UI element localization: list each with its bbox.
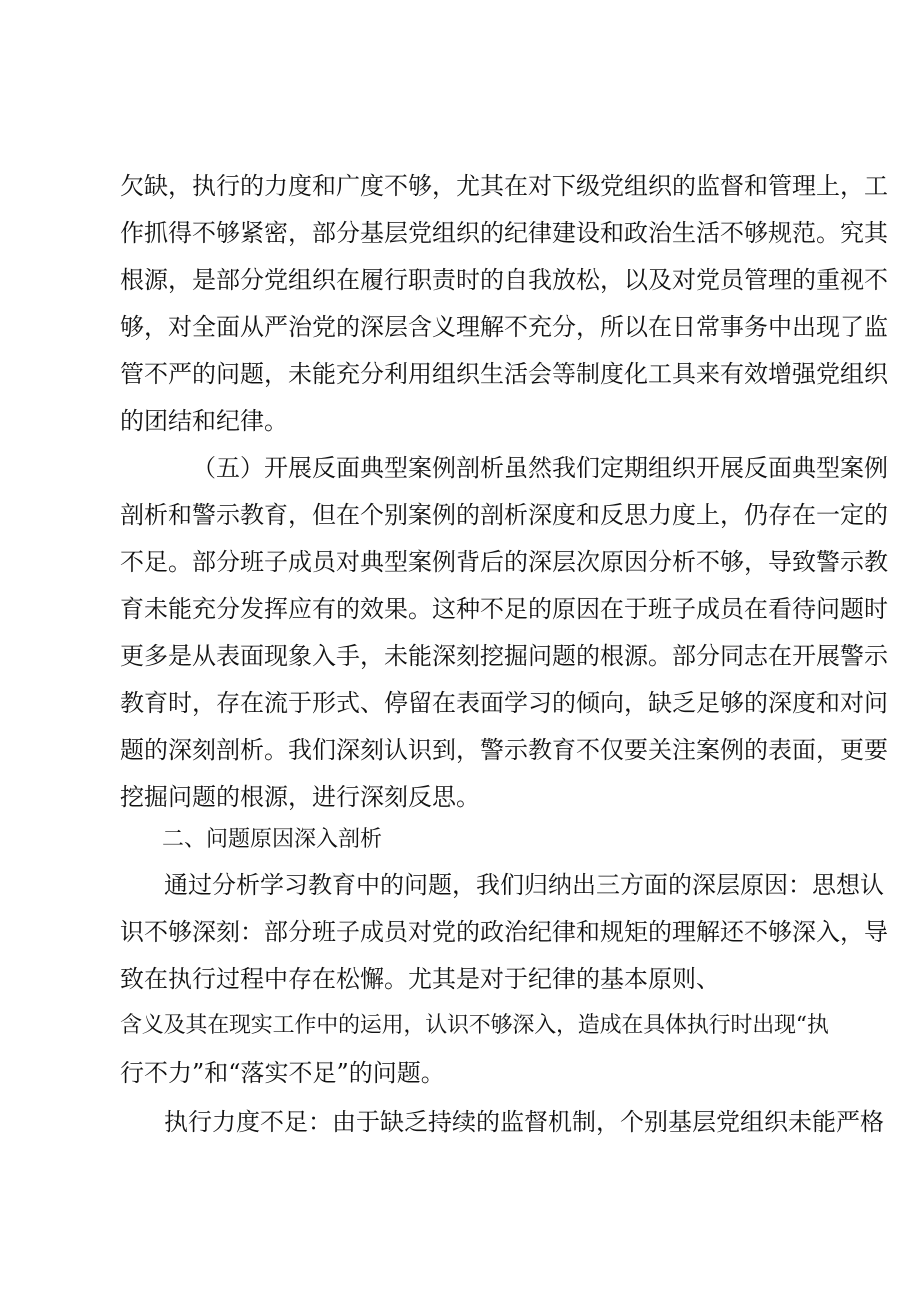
paragraph-line: 题的深刻剖析。我们深刻认识到，警示教育不仅要关注案例的表面，更要 [120,736,888,764]
paragraph-line: 欠缺，执行的力度和广度不够，尤其在对下级党组织的监督和管理上，工 [120,172,888,200]
paragraph-line: 育未能充分发挥应有的效果。这种不足的原因在于班子成员在看待问题时 [120,595,888,623]
paragraph-line: 根源，是部分党组织在履行职责时的自我放松，以及对党员管理的重视不 [120,266,888,294]
paragraph-line: 够，对全面从严治党的深层含义理解不充分，所以在日常事务中出现了监 [120,313,888,341]
paragraph-line: 致在执行过程中存在松懈。尤其是对于纪律的基本原则、 [120,965,720,993]
paragraph-line: 通过分析学习教育中的问题，我们归纳出三方面的深层原因：思想认 [164,871,884,899]
section-heading: 二、问题原因深入剖析 [162,827,383,852]
paragraph-line: 教育时，存在流于形式、停留在表面学习的倾向，缺乏足够的深度和对问 [120,689,888,717]
paragraph-line: （五）开展反面典型案例剖析虽然我们定期组织开展反面典型案例 [192,454,888,482]
paragraph-line: 识不够深刻：部分班子成员对党的政治纪律和规矩的理解还不够深入，导 [120,918,888,946]
paragraph-line: 含义及其在现实工作中的运用，认识不够深入，造成在具体执行时出现“执 [120,1013,829,1038]
paragraph-line: 挖掘问题的根源，进行深刻反思。 [120,783,480,811]
paragraph-line: 执行力度不足：由于缺乏持续的监督机制，个别基层党组织未能严格 [164,1108,884,1136]
paragraph-line: 更多是从表面现象入手，未能深刻挖掘问题的根源。部分同志在开展警示 [120,642,888,670]
paragraph-line: 管不严的问题，未能充分利用组织生活会等制度化工具来有效增强党组织 [120,360,888,388]
paragraph-line: 剖析和警示教育，但在个别案例的剖析深度和反思力度上，仍存在一定的 [120,501,888,529]
paragraph-line: 作抓得不够紧密，部分基层党组织的纪律建设和政治生活不够规范。究其 [120,219,888,247]
paragraph-line: 行不力”和“落实不足”的问题。 [120,1059,445,1087]
paragraph-line: 不足。部分班子成员对典型案例背后的深层次原因分析不够，导致警示教 [120,548,888,576]
paragraph-line: 的团结和纪律。 [120,407,288,435]
